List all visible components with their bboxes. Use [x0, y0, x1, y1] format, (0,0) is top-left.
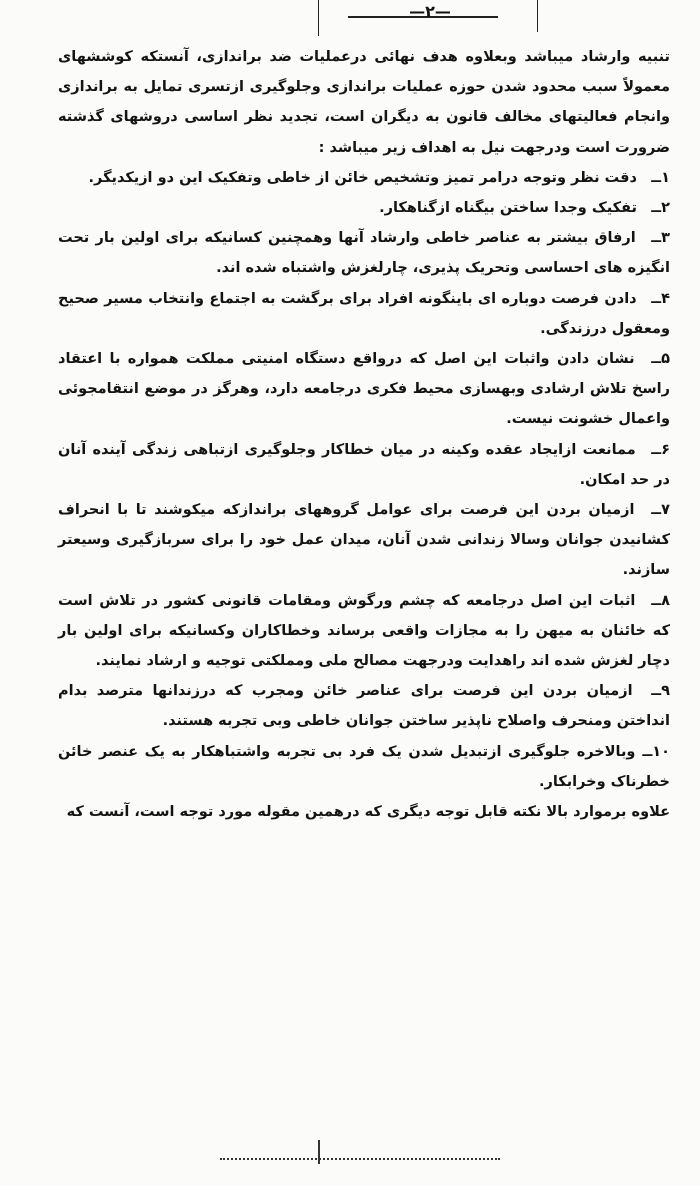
- item-number: ۱ــ: [651, 169, 670, 186]
- item-text: نشان دادن واثبات این اصل که درواقع دستگاه امنیتی مملکت همواره با اعتقاد راسخ تلاش ارشادی وبهسازی محیط فکری درجامعه دارد، وهرگز در موضع انتقامجوئی واعمال خشونت نیست.: [58, 351, 670, 428]
- item-number: ۵ــ: [651, 351, 670, 368]
- footer-rule: [220, 1158, 500, 1160]
- item-number: ۶ــ: [651, 441, 670, 458]
- item-text: دقت نظر وتوجه درامر تمیز وتشخیص خائن از خاطی وتفکیک این دو ازیکدیگر.: [88, 169, 637, 186]
- list-item: [58, 284, 670, 344]
- item-number: ۲ــ: [651, 200, 670, 217]
- list-item: [58, 193, 670, 223]
- item-text: ازمیان بردن این فرصت برای عناصر خائن ومجرب که درزندانها مترصد بدام انداختن ومنحرف واصلاح ناپذیر ساختن جوانان خاطی وبی تجربه هستند.: [58, 683, 670, 730]
- item-text: وبالاخره جلوگیری ازتبدیل شدن یک فرد بی تجربه واشتباهکار به یک عنصر خائن خطرناک وخرابکار.: [58, 743, 670, 790]
- item-text: اثبات این اصل درجامعه که چشم ورگوش ومقامات قانونی کشور در تلاش است که خائنان به میهن را به مجازات واقعی برساند وخطاکاران وکسانیکه برای اولین بار دچار لغزش شده اند راهدایت ودرجهت مصالح ملی ومملکتی توجیه و ارشاد نمایند.: [58, 592, 670, 670]
- item-number: ۴ــ: [651, 290, 670, 307]
- item-number: ۳ــ: [651, 230, 670, 247]
- item-number: ۹ــ: [651, 683, 670, 700]
- list-item: [58, 676, 670, 736]
- list-item: [58, 737, 670, 797]
- item-number: ۷ــ: [651, 502, 670, 519]
- closing-paragraph: علاوه برموارد بالا نکته قابل توجه دیگری که درهمین مقوله مورد توجه است، آنست که: [66, 804, 670, 821]
- item-text: دادن فرصت دوباره ای باینگونه افراد برای برگشت به اجتماع وانتخاب مسیر صحیح ومعقول درزندگی.: [58, 290, 670, 337]
- item-text: ممانعت ازایجاد عقده وکینه در میان خطاکار وجلوگیری ازتباهی زندگی آینده آنان در حد امکان.: [58, 441, 670, 488]
- page-number: —٢—: [409, 2, 451, 21]
- list-item: [58, 495, 670, 586]
- list-item: [58, 223, 670, 283]
- item-text: ارفاق بیشتر به عناصر خاطی وارشاد آنها وهمچنین کسانیکه برای اولین بار تحت انگیزه های احساسی وتحریک پذیری، چارلغزش واشتباه شده اند.: [58, 230, 670, 277]
- item-number: ۸ــ: [651, 592, 670, 609]
- list-item: [58, 435, 670, 495]
- list-item: [58, 586, 670, 677]
- document-body: [58, 42, 670, 827]
- footer-tick: [318, 1140, 320, 1164]
- header-rule-left: [318, 0, 319, 36]
- intro-paragraph: تنبیه وارشاد میباشد وبعلاوه هدف نهائی درعملیات ضد براندازی، آنستکه کوششهای معمولاً سبب محدود شدن حوزه عملیات براندازی وجلوگیری ازتسری تمایل به براندازی وانجام فعالیتهای مخالف قانون به دیگران است، تجدید نظر اساسی دروشهای گذشته ضرورت است ودرجهت نیل به اهداف زیر میباشد :: [58, 49, 670, 156]
- item-number: ۱۰ــ: [642, 743, 670, 760]
- item-text: تفکیک وجدا ساختن بیگناه ازگناهکار.: [379, 200, 637, 217]
- list-item: [58, 344, 670, 435]
- item-text: ازمیان بردن این فرصت برای عوامل گروههای براندازکه میکوشند تا با انحراف کشانیدن جوانان وسالا زندانی شدن آنان، میدان عمل خود را برای سربازگیری وسیعتر سازند.: [58, 502, 670, 579]
- list-item: [58, 163, 670, 193]
- header-rule-right: [537, 0, 538, 32]
